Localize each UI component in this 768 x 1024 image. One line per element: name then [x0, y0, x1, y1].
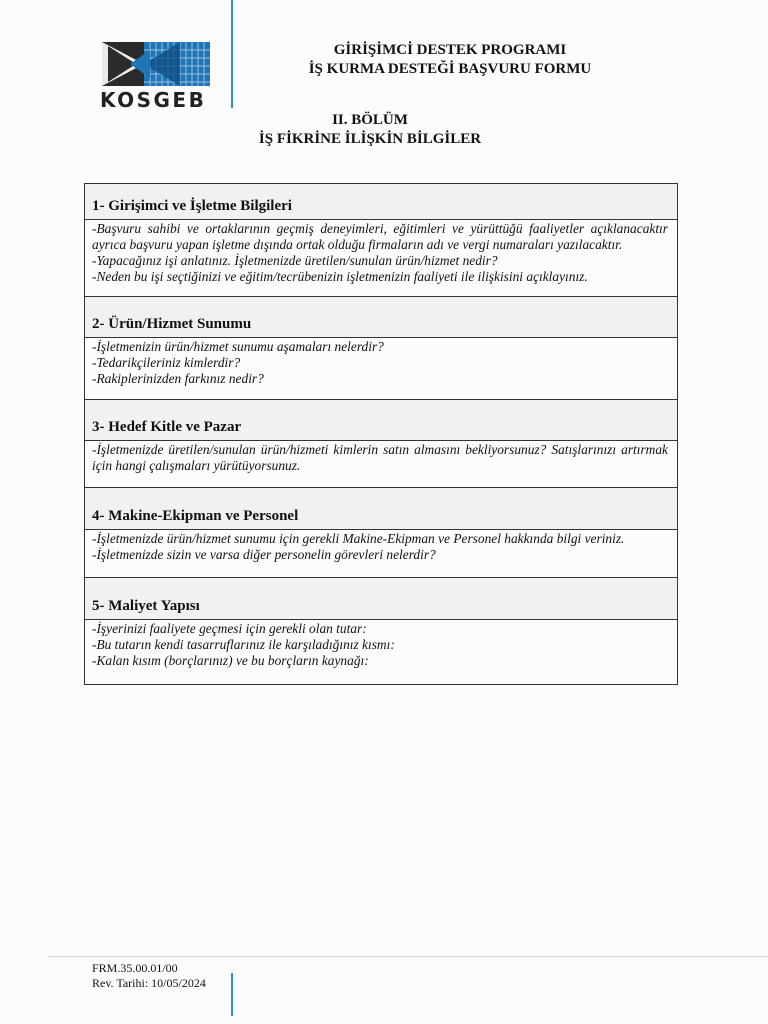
question-line: -Bu tutarın kendi tasarruflarınız ile karşıladığınız kısmı: [92, 637, 395, 652]
question-line: -İşletmenizde üretilen/sunulan ürün/hizmeti kimlerin satın almasını bekliyorsunuz? Satışlarınızı artırmak için hangi çalışmaları yürütüyorsunuz. [92, 442, 668, 473]
row-title: 2- Ürün/Hizmet Sunumu [92, 316, 252, 332]
question-line: -İşletmenizde ürün/hizmet sunumu için gerekli Makine-Ekipman ve Personel hakkında bilgi veriniz. [92, 531, 625, 546]
question-line: -İşletmenizin ürün/hizmet sunumu aşamaları nelerdir? [92, 339, 384, 354]
kosgeb-logo-text: KOSGEB [100, 88, 207, 112]
row-heading-equipment [85, 488, 677, 530]
question-line: -Neden bu işi seçtiğinizi ve eğitim/tecrübenizin işletmenizin faaliyeti ile ilişkisini açıklayınız. [92, 269, 588, 284]
section-number: II. BÖLÜM [332, 112, 408, 128]
row-heading-cost [85, 578, 677, 620]
row-content-market[interactable] [85, 441, 677, 488]
question-line: -İşletmenizde sizin ve varsa diğer personelin görevleri nelerdir? [92, 547, 436, 562]
application-form-table [84, 183, 678, 685]
form-code: FRM.35.00.01/00 [92, 961, 178, 975]
footer-divider-line [231, 973, 233, 1016]
row-content-equipment[interactable] [85, 530, 677, 578]
row-title: 3- Hedef Kitle ve Pazar [92, 419, 242, 435]
question-line: -Başvuru sahibi ve ortaklarının geçmiş deneyimleri, eğitimleri ve yürüttüğü faaliyetler açıklanacaktır ayrıca başvuru yapan işletme dışında ortak olduğu firmaların adı ve vergi numaraları yazılacaktır. [92, 221, 668, 252]
program-title: GİRİŞİMCİ DESTEK PROGRAMI [333, 42, 567, 58]
row-heading-entrepreneur [85, 184, 677, 220]
row-title: 4- Makine-Ekipman ve Personel [92, 508, 299, 524]
row-heading-market [85, 400, 677, 441]
header-divider-line [231, 0, 233, 108]
row-title: 1- Girişimci ve İşletme Bilgileri [92, 198, 292, 214]
section-title: İŞ FİKRİNE İLİŞKİN BİLGİLER [258, 131, 482, 147]
question-line: -Yapacağınız işi anlatınız. İşletmenizde üretilen/sunulan ürün/hizmet nedir? [92, 253, 498, 268]
question-line: -Tedarikçileriniz kimlerdir? [92, 355, 241, 370]
row-title: 5- Maliyet Yapısı [92, 598, 200, 614]
row-heading-product [85, 297, 677, 338]
footer-divider [48, 956, 768, 957]
revision-date: Rev. Tarihi: 10/05/2024 [92, 976, 206, 990]
row-content-entrepreneur[interactable] [85, 220, 677, 297]
question-line: -Rakiplerinizden farkınız nedir? [92, 371, 264, 386]
row-content-product[interactable] [85, 338, 677, 400]
question-line: -Kalan kısım (borçlarınız) ve bu borçların kaynağı: [92, 653, 369, 668]
question-line: -İşyerinizi faaliyete geçmesi için gerekli olan tutar: [92, 621, 367, 636]
form-title: İŞ KURMA DESTEĞİ BAŞVURU FORMU [308, 61, 592, 77]
row-content-cost[interactable] [85, 620, 677, 684]
